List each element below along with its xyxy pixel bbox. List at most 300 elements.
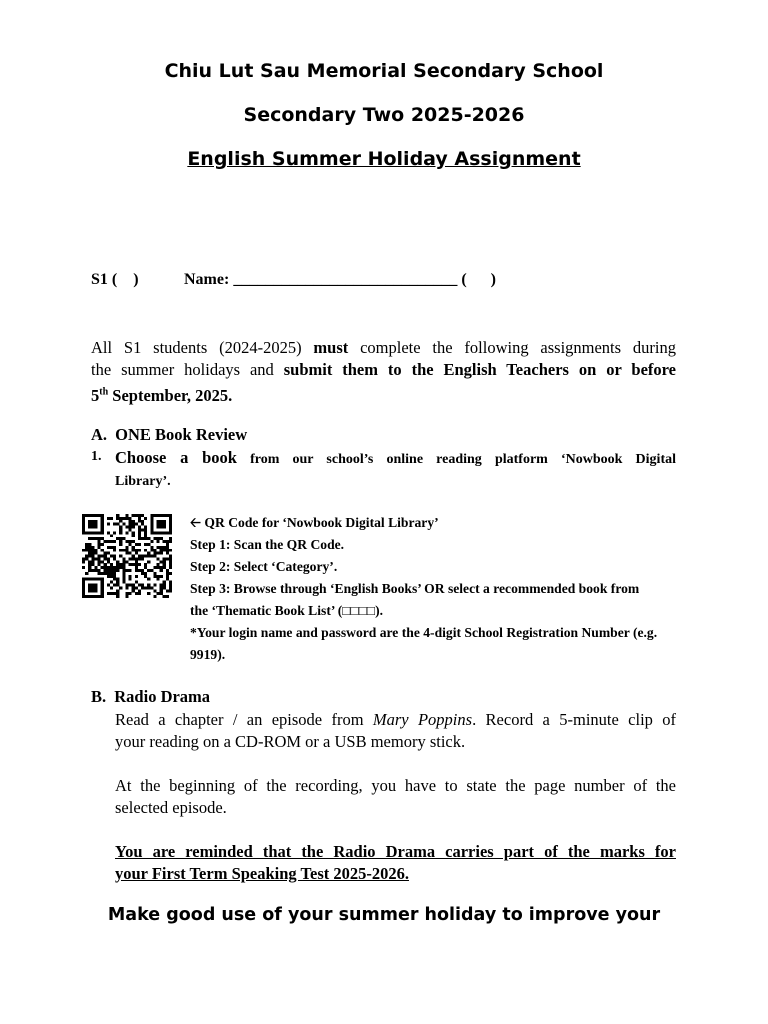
qr-module	[160, 526, 163, 529]
qr-module	[110, 555, 113, 558]
qr-module	[160, 584, 163, 587]
qr-module	[125, 517, 128, 520]
qr-module	[110, 546, 113, 549]
qr-module	[138, 517, 141, 520]
qr-module	[163, 586, 166, 589]
qr-module	[141, 528, 144, 531]
qr-module	[169, 557, 172, 560]
qr-module	[119, 540, 122, 543]
qr-module	[91, 523, 94, 526]
qr-module	[119, 586, 122, 589]
qr-module	[101, 517, 104, 520]
radio-text: your reading on a CD-ROM or a USB memory stick.	[115, 732, 466, 751]
qr-module	[88, 531, 91, 534]
qr-module	[94, 569, 97, 572]
qr-module	[160, 566, 163, 569]
qr-module	[113, 540, 116, 543]
qr-module	[166, 578, 169, 581]
qr-module	[153, 566, 156, 569]
qr-module	[138, 584, 141, 587]
qr-module	[160, 589, 163, 592]
qr-module	[94, 526, 97, 529]
assignment-title: English Summer Holiday Assignment	[187, 148, 581, 170]
qr-module	[150, 549, 153, 552]
qr-module	[101, 523, 104, 526]
deadline-date: September, 2025.	[108, 385, 233, 405]
qr-module	[104, 555, 107, 558]
qr-module	[156, 514, 159, 517]
qr-module	[153, 589, 156, 592]
qr-module	[169, 528, 172, 531]
qr-module	[85, 557, 88, 560]
qr-module	[135, 543, 138, 546]
qr-module	[91, 546, 94, 549]
qr-module	[160, 531, 163, 534]
qr-caption: QR Code for ‘Nowbook Digital Library’	[204, 515, 439, 530]
qr-module	[132, 546, 135, 549]
qr-module	[166, 572, 169, 575]
qr-module	[113, 592, 116, 595]
qr-module	[163, 549, 166, 552]
qr-module	[82, 526, 85, 529]
qr-instructions	[190, 512, 750, 666]
qr-module	[122, 537, 125, 540]
qr-module	[156, 531, 159, 534]
qr-module	[156, 557, 159, 560]
qr-module	[156, 566, 159, 569]
note-text: You are reminded that the Radio Drama carries part of the marks for	[115, 842, 676, 861]
qr-module	[122, 563, 125, 566]
qr-module	[110, 581, 113, 584]
intro-paragraph	[91, 337, 676, 407]
qr-module	[91, 531, 94, 534]
qr-module	[169, 520, 172, 523]
qr-module	[138, 569, 141, 572]
qr-module	[166, 546, 169, 549]
step-3-continued: the ‘Thematic Book List’ (□□□□).	[190, 603, 384, 618]
qr-module	[107, 566, 110, 569]
qr-module	[82, 584, 85, 587]
qr-module	[144, 586, 147, 589]
qr-module	[110, 592, 113, 595]
qr-module	[82, 592, 85, 595]
qr-module	[129, 569, 132, 572]
qr-module	[163, 581, 166, 584]
qr-module	[156, 575, 159, 578]
qr-module	[138, 589, 141, 592]
qr-module	[113, 557, 116, 560]
qr-module	[85, 578, 88, 581]
qr-module	[116, 592, 119, 595]
qr-module	[88, 520, 91, 523]
qr-module	[160, 537, 163, 540]
qr-module	[125, 595, 128, 598]
qr-module	[147, 537, 150, 540]
qr-module	[91, 563, 94, 566]
qr-module	[138, 543, 141, 546]
qr-module	[122, 566, 125, 569]
note-text: your First Term Speaking Test 2025-2026.	[115, 864, 409, 883]
qr-module	[129, 584, 132, 587]
qr-module	[88, 589, 91, 592]
qr-module	[129, 523, 132, 526]
qr-module	[101, 520, 104, 523]
qr-module	[147, 543, 150, 546]
qr-module	[166, 543, 169, 546]
qr-module	[138, 537, 141, 540]
step-3: Step 3: Browse through ‘English Books’ OR select a recommended book from	[190, 581, 640, 596]
qr-module	[147, 584, 150, 587]
qr-module	[101, 586, 104, 589]
qr-module	[116, 523, 119, 526]
qr-module	[94, 586, 97, 589]
qr-module	[82, 517, 85, 520]
qr-module	[153, 537, 156, 540]
qr-module	[107, 517, 110, 520]
qr-module	[82, 586, 85, 589]
qr-module	[88, 566, 91, 569]
qr-module	[150, 528, 153, 531]
qr-module	[132, 531, 135, 534]
qr-module	[116, 581, 119, 584]
qr-module	[104, 569, 107, 572]
qr-module	[156, 563, 159, 566]
qr-module	[169, 540, 172, 543]
qr-module	[150, 526, 153, 529]
qr-module	[116, 595, 119, 598]
qr-module	[160, 546, 163, 549]
section-a-letter: A.	[91, 425, 108, 444]
qr-module	[104, 566, 107, 569]
section-b-letter: B.	[91, 687, 107, 706]
qr-module	[98, 595, 101, 598]
qr-module	[119, 520, 122, 523]
qr-module	[153, 514, 156, 517]
qr-module	[119, 563, 122, 566]
qr-module	[113, 584, 116, 587]
qr-module	[85, 555, 88, 558]
qr-module	[160, 549, 163, 552]
qr-module	[110, 569, 113, 572]
qr-module	[169, 560, 172, 563]
qr-module	[94, 566, 97, 569]
qr-module	[138, 563, 141, 566]
qr-module	[166, 514, 169, 517]
qr-module	[101, 572, 104, 575]
qr-module	[150, 520, 153, 523]
qr-module	[144, 572, 147, 575]
qr-module	[156, 546, 159, 549]
qr-module	[88, 523, 91, 526]
qr-module	[107, 560, 110, 563]
qr-module	[119, 517, 122, 520]
qr-module	[144, 526, 147, 529]
qr-module	[169, 531, 172, 534]
qr-module	[101, 584, 104, 587]
qr-module	[156, 526, 159, 529]
qr-module	[138, 520, 141, 523]
recording-text: selected episode.	[115, 798, 227, 817]
qr-module	[150, 517, 153, 520]
qr-module	[82, 581, 85, 584]
qr-module	[98, 537, 101, 540]
qr-module	[169, 523, 172, 526]
qr-module	[156, 520, 159, 523]
qr-module	[85, 531, 88, 534]
qr-module	[138, 549, 141, 552]
qr-module	[166, 595, 169, 598]
qr-module	[119, 549, 122, 552]
qr-module	[125, 531, 128, 534]
recording-paragraph	[115, 775, 676, 819]
qr-module	[110, 572, 113, 575]
qr-module	[101, 555, 104, 558]
qr-module	[98, 557, 101, 560]
qr-module	[169, 549, 172, 552]
qr-module	[113, 578, 116, 581]
qr-module	[82, 566, 85, 569]
qr-module	[135, 592, 138, 595]
qr-module	[94, 523, 97, 526]
qr-module	[132, 523, 135, 526]
qr-module	[138, 514, 141, 517]
qr-module	[141, 584, 144, 587]
qr-module	[82, 528, 85, 531]
qr-module	[107, 575, 110, 578]
qr-module	[94, 531, 97, 534]
qr-module	[138, 592, 141, 595]
qr-module	[160, 575, 163, 578]
qr-module	[113, 569, 116, 572]
item-number: 1.	[91, 449, 102, 464]
qr-module	[116, 563, 119, 566]
qr-module	[116, 566, 119, 569]
qr-module	[94, 595, 97, 598]
qr-module	[82, 578, 85, 581]
qr-module	[147, 592, 150, 595]
qr-module	[94, 552, 97, 555]
qr-module	[107, 546, 110, 549]
qr-code[interactable]	[82, 514, 172, 598]
qr-module	[163, 523, 166, 526]
qr-module	[166, 589, 169, 592]
qr-module	[85, 543, 88, 546]
qr-module	[101, 526, 104, 529]
qr-module	[101, 566, 104, 569]
qr-module	[141, 555, 144, 558]
qr-module	[150, 569, 153, 572]
qr-module	[113, 555, 116, 558]
qr-module	[147, 578, 150, 581]
qr-module	[122, 557, 125, 560]
qr-module	[110, 563, 113, 566]
qr-module	[104, 557, 107, 560]
qr-module	[98, 578, 101, 581]
qr-module	[82, 595, 85, 598]
qr-module	[160, 552, 163, 555]
qr-module	[82, 531, 85, 534]
qr-module	[150, 531, 153, 534]
qr-module	[113, 566, 116, 569]
qr-module	[101, 592, 104, 595]
qr-module	[150, 586, 153, 589]
qr-module	[125, 549, 128, 552]
qr-module	[135, 569, 138, 572]
qr-module	[91, 584, 94, 587]
qr-module	[132, 540, 135, 543]
qr-module	[101, 514, 104, 517]
qr-module	[122, 581, 125, 584]
qr-module	[156, 523, 159, 526]
qr-module	[98, 543, 101, 546]
qr-module	[135, 549, 138, 552]
recording-text: At the beginning of the recording, you have to state the page number of the	[115, 776, 676, 795]
qr-module	[116, 517, 119, 520]
qr-module	[94, 537, 97, 540]
qr-module	[169, 566, 172, 569]
qr-module	[144, 534, 147, 537]
qr-module	[150, 555, 153, 558]
qr-module	[141, 520, 144, 523]
qr-module	[141, 523, 144, 526]
qr-module	[110, 586, 113, 589]
qr-module	[125, 514, 128, 517]
qr-module	[135, 557, 138, 560]
qr-module	[135, 566, 138, 569]
qr-module	[163, 566, 166, 569]
qr-module	[163, 584, 166, 587]
qr-module	[169, 572, 172, 575]
login-note: *Your login name and password are the 4-digit School Registration Number (e.g.	[190, 625, 658, 640]
qr-module	[91, 578, 94, 581]
qr-module	[119, 555, 122, 558]
step-2: Step 2: Select ‘Category’.	[190, 559, 338, 574]
qr-module	[101, 543, 104, 546]
qr-module	[135, 581, 138, 584]
qr-module	[169, 563, 172, 566]
qr-module	[122, 549, 125, 552]
qr-module	[129, 557, 132, 560]
qr-module	[160, 592, 163, 595]
radio-text: Read a chapter / an episode from	[115, 710, 373, 729]
qr-module	[98, 563, 101, 566]
qr-module	[101, 537, 104, 540]
qr-module	[132, 526, 135, 529]
qr-module	[125, 569, 128, 572]
qr-module	[94, 514, 97, 517]
qr-module	[91, 520, 94, 523]
qr-module	[169, 537, 172, 540]
qr-module	[153, 555, 156, 558]
qr-module	[116, 560, 119, 563]
qr-module	[132, 520, 135, 523]
qr-module	[113, 531, 116, 534]
section-b-heading	[91, 687, 210, 707]
qr-module	[147, 560, 150, 563]
qr-module	[88, 555, 91, 558]
book-title: Mary Poppins	[372, 710, 473, 729]
qr-module	[160, 523, 163, 526]
qr-module	[163, 595, 166, 598]
qr-module	[91, 595, 94, 598]
qr-module	[138, 526, 141, 529]
qr-module	[107, 523, 110, 526]
qr-module	[138, 528, 141, 531]
qr-module	[107, 572, 110, 575]
choose-book-emphasis: Choose a book	[115, 448, 237, 467]
intro-text: All S1 students (2024-2025)	[91, 338, 314, 357]
book-instruction-text: from our school’s online reading platform ‘Nowbook Digital	[236, 452, 676, 467]
qr-module	[88, 514, 91, 517]
qr-module	[129, 592, 132, 595]
qr-module	[166, 549, 169, 552]
qr-module	[166, 575, 169, 578]
qr-module	[88, 595, 91, 598]
qr-module	[141, 572, 144, 575]
qr-module	[144, 549, 147, 552]
qr-module	[98, 531, 101, 534]
qr-module	[119, 528, 122, 531]
qr-module	[132, 557, 135, 560]
qr-module	[160, 569, 163, 572]
qr-module	[119, 566, 122, 569]
qr-module	[163, 563, 166, 566]
qr-module	[101, 531, 104, 534]
intro-text: complete the following assignments during	[348, 338, 676, 357]
qr-module	[129, 563, 132, 566]
qr-module	[125, 526, 128, 529]
qr-module	[91, 586, 94, 589]
qr-module	[101, 581, 104, 584]
qr-module	[110, 566, 113, 569]
intro-text: the summer holidays and	[91, 360, 284, 379]
qr-module	[94, 584, 97, 587]
qr-module	[113, 523, 116, 526]
qr-module	[160, 560, 163, 563]
qr-module	[88, 560, 91, 563]
qr-module	[101, 560, 104, 563]
qr-module	[132, 549, 135, 552]
qr-module	[110, 540, 113, 543]
qr-module	[88, 543, 91, 546]
qr-module	[122, 572, 125, 575]
qr-module	[144, 517, 147, 520]
qr-module	[88, 569, 91, 572]
qr-module	[85, 572, 88, 575]
qr-module	[122, 517, 125, 520]
qr-module	[132, 584, 135, 587]
qr-module	[153, 575, 156, 578]
qr-module	[116, 578, 119, 581]
qr-module	[107, 552, 110, 555]
qr-module	[116, 589, 119, 592]
qr-module	[138, 534, 141, 537]
qr-module	[144, 543, 147, 546]
qr-module	[85, 546, 88, 549]
qr-module	[107, 592, 110, 595]
qr-module	[113, 549, 116, 552]
qr-module	[138, 555, 141, 558]
qr-module	[169, 584, 172, 587]
qr-module	[104, 540, 107, 543]
qr-module	[82, 514, 85, 517]
qr-module	[129, 517, 132, 520]
qr-module	[82, 549, 85, 552]
qr-module	[98, 540, 101, 543]
qr-module	[94, 557, 97, 560]
qr-module	[144, 563, 147, 566]
qr-module	[156, 578, 159, 581]
